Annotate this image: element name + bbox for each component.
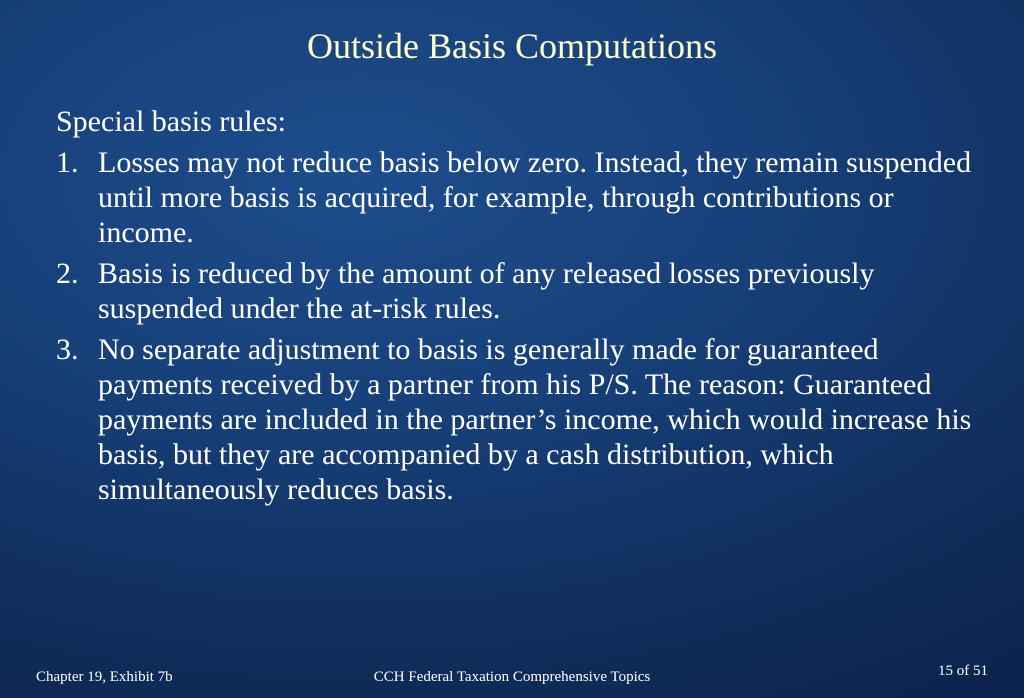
rule-number: 3. (56, 333, 79, 366)
rule-number: 1. (56, 146, 79, 179)
slide-title: Outside Basis Computations (306, 26, 717, 66)
rule-text: Losses may not reduce basis below zero. Instead, they remain suspended until more basis is acquired, for example, through contributions or income. (98, 146, 972, 249)
footer-page-number: 15 of 51 (938, 663, 988, 679)
rule-item-3 (56, 332, 996, 507)
rule-list (56, 145, 996, 507)
rule-item-1 (56, 145, 996, 250)
footer-course-title: CCH Federal Taxation Comprehensive Topics (373, 669, 651, 685)
rule-text: No separate adjustment to basis is generally made for guaranteed payments received by a partner from his P/S. The reason: Guaranteed payments are included in the partner’s income, which would increase his basis, but they are accompanied by a cash distribution, which simultaneously reduces basis. (98, 333, 972, 506)
intro-text: Special basis rules: (56, 105, 286, 138)
slide-body (56, 104, 996, 513)
rule-item-2 (56, 256, 996, 326)
rule-text: Basis is reduced by the amount of any released losses previously suspended under the at-risk rules. (98, 257, 875, 325)
footer-chapter-label: Chapter 19, Exhibit 7b (36, 669, 173, 685)
rule-number: 2. (56, 257, 79, 290)
